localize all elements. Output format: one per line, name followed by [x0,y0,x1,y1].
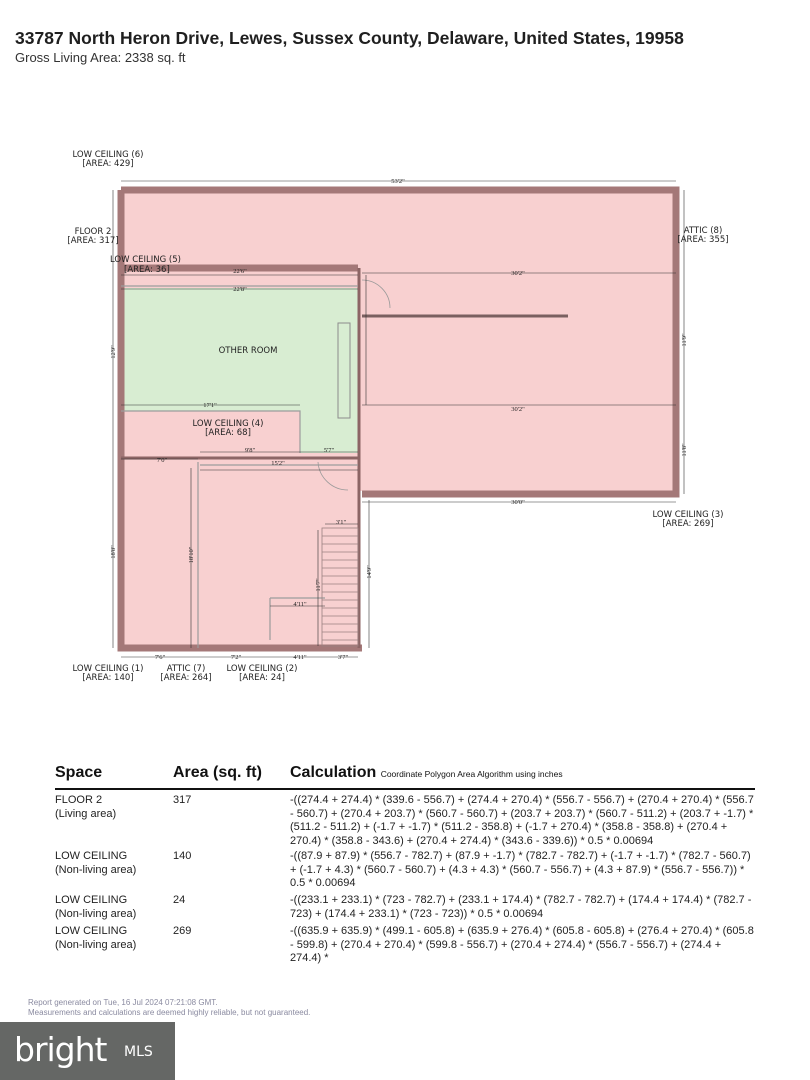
row-space: FLOOR 2 [55,794,103,806]
dim-98: 9'8" [244,447,256,454]
report-footer [28,998,310,1018]
attic8-name: ATTIC (8) [683,226,723,236]
header-space: Space [55,764,103,781]
dim-171: 17'1" [203,402,217,409]
dim-top: 53'2" [391,178,405,185]
lc1-name: LOW CEILING (1) [72,664,144,674]
row-area: 24 [173,894,186,906]
report-generated: Report generated on Tue, 16 Jul 2024 07:21:08 GMT. [28,998,218,1007]
dim-70: 7'0" [156,457,168,464]
attic8-area: [AREA: 355] [677,235,729,245]
disclaimer: Measurements and calculations are deemed highly reliable, but not guaranteed. [28,1008,311,1017]
dim-411a: 4'11" [293,601,307,608]
row-calc: -((635.9 + 635.9) * (499.1 - 605.8) + (635.9 + 276.4) * (605.8 - 605.8) + (276.4 + 270.4) * (605.8 - 599.8) + (270.4 + 270.4) * (599.8 - 556.7) + (270.4 + 274.4) * (556.7 - 556.7) + (274.4 + 274.4) * [290,925,754,964]
attic7-name: ATTIC (7) [166,664,206,674]
lc1-area: [AREA: 140] [82,673,134,683]
room-lc5-area: [AREA: 36] [124,265,170,275]
dim-57: 5'7" [323,447,335,454]
gross-living-area: Gross Living Area: 2338 sq. ft [15,50,186,65]
row-area: 317 [173,794,192,806]
room-lc4-area: [AREA: 68] [205,428,251,438]
dim-152: 15'2" [271,460,285,467]
dim-31: 3'1" [335,519,347,526]
header-calculation: Calculation Coordinate Polygon Area Algorithm using inches [290,764,563,781]
lc3-area: [AREA: 269] [662,519,714,529]
logo-brand: bright [14,1030,107,1069]
room-lc5-name: LOW CEILING (5) [110,255,181,265]
page-title: 33787 North Heron Drive, Lewes, Sussex County, Delaware, United States, 19958 [15,28,684,48]
dim-118: 11'8" [681,443,688,457]
dim-188: 18'8" [110,545,117,559]
row-space: LOW CEILING [55,894,128,906]
dim-117: 11'7" [315,578,322,592]
row-type: (Non-living area) [55,907,137,920]
header-rule [55,788,755,790]
dim-149: 14'9" [366,565,373,579]
lc2-area: [AREA: 24] [239,673,285,683]
dim-411b: 4'11" [293,654,307,661]
dim-76: 7'6" [154,654,166,661]
dim-302b: 30'2" [511,406,525,413]
row-calc: -((87.9 + 87.9) * (556.7 - 782.7) + (87.9 + -1.7) * (782.7 - 782.7) + (-1.7 + -1.7) * (782.7 - 560.7) + (-1.7 + 4.3) * (560.7 - 560.7) + (4.3 + 4.3) * (560.7 - 556.7) + (4.3 + 87.9) * (556.7 - 556.7)) * 0.5 * 0.00694 [290,850,751,889]
lc6-name: LOW CEILING (6) [72,150,144,160]
row-space: LOW CEILING [55,850,128,862]
floor2-area: [AREA: 317] [67,236,119,246]
row-calc: -((274.4 + 274.4) * (339.6 - 556.7) + (274.4 + 270.4) * (556.7 - 556.7) + (270.4 + 270.4) * (556.7 - 560.7) + (270.4 + 203.7) * (560.7 - 560.7) + (203.7 + 203.7) * (560.7 - 511.2) + (203.7 + -1.7) * (511.2 - 511.2) + (-1.7 + -1.7) * (511.2 - 358.8) + (-1.7 + 270.4) * (358.8 - 358.8) + (270.4 + 270.4) * (358.8 - 343.6) + (270.4 + 274.4) * (343.6 - 339.6)) * 0.5 * 0.00694 [290,794,754,847]
dim-226: 22'6" [233,268,247,275]
dim-228: 22'8" [233,286,247,293]
row-calc: -((233.1 + 233.1) * (723 - 782.7) + (233.1 + 174.4) * (782.7 - 782.7) + (174.4 + 174.4) * (782.7 - 723) + (174.4 + 233.1) * (723 - 723)) * 0.5 * 0.00694 [290,894,752,920]
floor2-name: FLOOR 2 [74,227,112,237]
lc3-name: LOW CEILING (3) [652,510,724,520]
row-type: (Living area) [55,807,117,820]
attic7-area: [AREA: 264] [160,673,212,683]
dim-119: 11'9" [681,333,688,347]
dim-72: 7'2" [230,654,242,661]
room-other: OTHER ROOM [218,346,278,356]
room-lc4-name: LOW CEILING (4) [192,419,264,429]
lc2-name: LOW CEILING (2) [226,664,298,674]
row-type: (Non-living area) [55,863,137,876]
logo-suffix: MLS [124,1044,153,1060]
brightmls-logo [0,1022,175,1080]
dim-129: 12'9" [110,345,117,359]
row-area: 269 [173,925,192,937]
dim-302a: 30'2" [511,270,525,277]
calc-note: Coordinate Polygon Area Algorithm using inches [380,769,563,779]
dim-1810: 18'10" [188,546,195,564]
lc6-area: [AREA: 429] [82,159,134,169]
dim-37: 3'7" [337,654,349,661]
header-area: Area (sq. ft) [173,764,262,781]
dim-300: 30'0" [511,499,525,506]
row-area: 140 [173,850,192,862]
row-space: LOW CEILING [55,925,128,937]
row-type: (Non-living area) [55,938,137,951]
